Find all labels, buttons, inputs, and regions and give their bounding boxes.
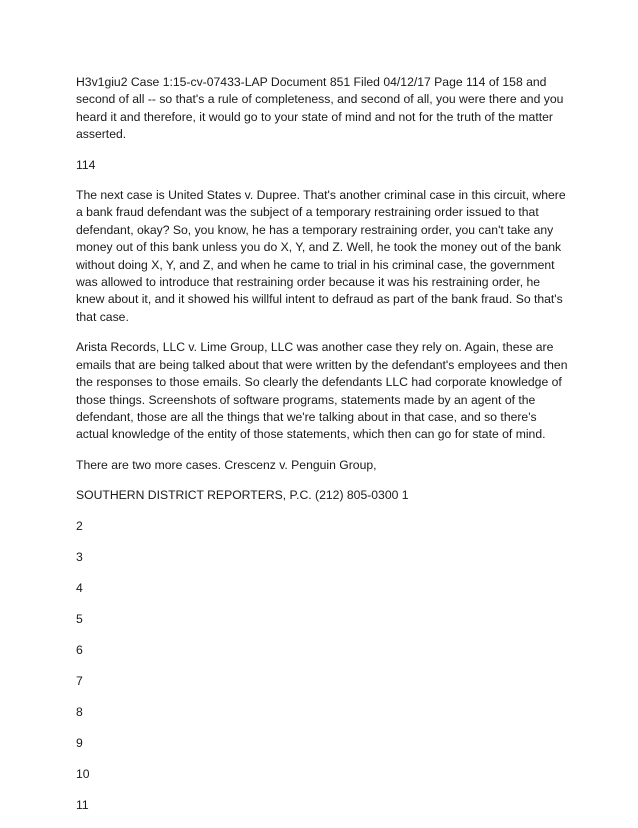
line-number: 5 (76, 611, 83, 626)
line-number: 11 (76, 797, 89, 812)
line-number: 3 (76, 549, 83, 564)
document-page (76, 74, 570, 828)
line-number: 4 (76, 580, 83, 595)
line-number: 2 (76, 518, 83, 533)
header-paragraph: H3v1giu2 Case 1:15-cv-07433-LAP Document 851 Filed 04/12/17 Page 114 of 158 and second of all -- so that's a rule of completeness, and second of all, you were there and you heard it and therefore, it would go to your state of mind and not for the truth of the matter asserted. (76, 75, 564, 142)
body-paragraph-arista: Arista Records, LLC v. Lime Group, LLC was another case they rely on. Again, these are emails that are being talked about that were written by the defendant's employees and then the responses to those emails. So clearly the defendants LLC had corporate knowledge of those things. Screenshots of software programs, statements made by an agent of the defendant, those are all the things that we're talking about in that case, and so there's actual knowledge of the entity of those statements, which then can go for state of mind. (76, 340, 568, 442)
reporter-footer: SOUTHERN DISTRICT REPORTERS, P.C. (212) 805-0300 1 (76, 488, 409, 503)
line-number: 7 (76, 673, 83, 688)
body-paragraph-dupree: The next case is United States v. Dupree. That's another criminal case in this circuit, where a bank fraud defendant was the subject of a temporary restraining order issued to that defendant, okay? So, you know, he has a temporary restraining order, you can't take any money out of this bank unless you do X, Y, and Z. Well, he took the money out of the bank without doing X, Y, and Z, and when he came to trial in his criminal case, the government was allowed to introduce that restraining order because it was his restraining order, he knew about it, and it showed his willful intent to defraud as part of the bank fraud. So that's that case. (76, 188, 566, 324)
line-number: 10 (76, 766, 90, 781)
body-paragraph-crescenz: There are two more cases. Crescenz v. Penguin Group, (76, 457, 377, 472)
page-number: 114 (76, 157, 96, 172)
line-number: 6 (76, 642, 83, 657)
line-number: 9 (76, 735, 83, 750)
line-number-list (76, 518, 570, 828)
line-number: 8 (76, 704, 83, 719)
